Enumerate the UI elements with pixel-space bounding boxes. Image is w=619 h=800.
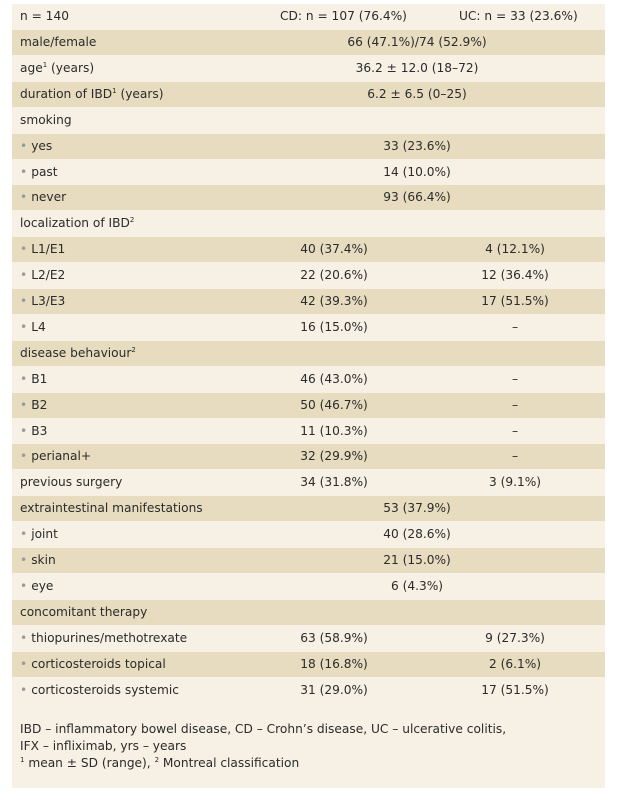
bullet-icon: • <box>20 656 28 671</box>
row-label-text: skin <box>31 553 56 567</box>
uc-value: – <box>511 423 519 438</box>
uc-value: – <box>511 449 519 464</box>
row-label <box>20 82 164 107</box>
footnote-superscript: 2 <box>154 756 160 764</box>
table-row <box>12 315 605 340</box>
table-row <box>12 393 605 418</box>
row-label-suffix: (years) <box>47 60 95 75</box>
bullet-icon: • <box>20 527 28 542</box>
row-label <box>20 522 58 547</box>
row-label <box>20 652 166 677</box>
table-row <box>12 82 605 107</box>
table-row <box>12 263 605 288</box>
combined-value: 66 (47.1%)/74 (52.9%) <box>347 35 487 49</box>
table-row <box>12 30 605 55</box>
row-label-text: smoking <box>20 112 72 127</box>
row-label-text: extraintestinal manifestations <box>20 501 203 516</box>
combined-value: 40 (28.6%) <box>383 527 451 542</box>
row-label <box>20 444 91 469</box>
footnote-line <box>20 755 600 772</box>
cd-value: 34 (31.8%) <box>300 475 368 490</box>
footnote-line: IBD – inflammatory bowel disease, CD – Crohn’s disease, UC – ulcerative colitis, <box>20 722 507 736</box>
table-row <box>12 341 605 366</box>
table-container <box>12 4 605 788</box>
cd-value: 18 (16.8%) <box>300 656 368 671</box>
row-label <box>20 496 203 521</box>
bullet-icon: • <box>20 449 28 464</box>
cd-value: 46 (43.0%) <box>300 371 368 386</box>
bullet-icon: • <box>20 682 28 697</box>
bullet-icon: • <box>20 319 28 334</box>
uc-value: – <box>511 319 519 334</box>
combined-value: 14 (10.0%) <box>383 164 451 179</box>
row-label <box>20 341 136 366</box>
row-label-text: concomitant therapy <box>20 604 148 619</box>
row-label <box>20 160 58 185</box>
row-label <box>20 419 47 444</box>
table-row <box>12 367 605 392</box>
row-label-text: previous surgery <box>20 475 123 490</box>
uc-value: 4 (12.1%) <box>485 242 545 257</box>
footnote-line: IFX – infliximab, yrs – years <box>20 739 187 753</box>
row-label-text: B2 <box>31 397 48 412</box>
bullet-icon: • <box>20 630 28 645</box>
row-label-text: past <box>31 164 58 179</box>
row-label-text: L1/E1 <box>31 242 66 257</box>
footnote-superscript: 1 <box>20 756 25 764</box>
cd-value: 63 (58.9%) <box>300 630 368 645</box>
combined-value: 53 (37.9%) <box>383 501 451 516</box>
header-uc: UC: n = 33 (23.6%) <box>459 9 578 23</box>
row-label-text: yes <box>31 138 53 153</box>
table-row <box>12 108 605 133</box>
combined-value: 93 (66.4%) <box>383 190 451 205</box>
table-row <box>12 237 605 262</box>
bullet-icon: • <box>20 294 28 308</box>
table-row <box>12 678 605 703</box>
cd-value: 32 (29.9%) <box>300 449 368 464</box>
table-header <box>12 4 605 29</box>
row-label <box>20 367 47 392</box>
bullet-icon: • <box>20 190 28 205</box>
combined-value: 6 (4.3%) <box>390 578 444 593</box>
table-row <box>12 522 605 547</box>
row-label-text: age <box>20 60 43 75</box>
uc-value: 2 (6.1%) <box>488 656 542 671</box>
combined-value: 36.2 ± 12.0 (18–72) <box>355 60 479 75</box>
row-label <box>20 548 56 573</box>
footnote-marker: 2 <box>131 345 136 354</box>
uc-value: – <box>511 397 519 412</box>
combined-value: 33 (23.6%) <box>383 138 451 153</box>
table-row <box>12 444 605 469</box>
row-label-text: disease behaviour <box>20 345 132 360</box>
uc-value: 17 (51.5%) <box>481 682 549 697</box>
row-label-text: perianal+ <box>31 449 92 464</box>
row-label <box>20 263 65 288</box>
row-label-text: L3/E3 <box>31 294 66 308</box>
row-label-text: duration of IBD <box>20 86 113 101</box>
bullet-icon: • <box>20 578 28 593</box>
cd-value: 22 (20.6%) <box>300 268 368 283</box>
cd-value: 11 (10.3%) <box>300 423 368 438</box>
footnote-marker: 2 <box>129 216 135 225</box>
bullet-icon: • <box>20 423 28 438</box>
uc-value: 9 (27.3%) <box>485 630 545 645</box>
bullet-icon: • <box>20 397 28 412</box>
table-row <box>12 211 605 236</box>
bullet-icon: • <box>20 553 28 567</box>
row-label-text: B3 <box>31 423 48 438</box>
header-n: n = 140 <box>20 9 69 23</box>
row-label <box>20 237 65 262</box>
table-row <box>12 548 605 573</box>
table-row <box>12 160 605 185</box>
cd-value: 50 (46.7%) <box>300 397 368 412</box>
row-label <box>20 108 72 133</box>
combined-value: 6.2 ± 6.5 (0–25) <box>367 86 467 101</box>
row-label <box>20 56 94 81</box>
header-cd: CD: n = 107 (76.4%) <box>280 9 407 23</box>
uc-value: 3 (9.1%) <box>488 475 542 490</box>
table-row <box>12 134 605 159</box>
bullet-icon: • <box>20 242 28 257</box>
row-label-text: L4 <box>31 319 46 334</box>
bullet-icon: • <box>20 138 28 153</box>
cd-value: 40 (37.4%) <box>300 242 368 257</box>
row-label-text: joint <box>31 527 58 542</box>
cd-value: 16 (15.0%) <box>300 319 368 334</box>
table-row <box>12 652 605 677</box>
bullet-icon: • <box>20 268 28 283</box>
footnote-marker: 1 <box>42 60 48 69</box>
combined-value: 21 (15.0%) <box>383 553 451 567</box>
footnote-text: Montreal classification <box>159 756 300 770</box>
table-row <box>12 600 605 625</box>
table-row <box>12 470 605 495</box>
footnote-text: mean ± SD (range), <box>24 756 155 770</box>
row-label <box>20 600 147 625</box>
footnote-marker: 1 <box>112 86 117 95</box>
table-row <box>12 289 605 314</box>
table-row <box>12 419 605 444</box>
row-label <box>20 289 65 314</box>
row-label-text: L2/E2 <box>31 268 66 283</box>
uc-value: 12 (36.4%) <box>481 268 549 283</box>
uc-value: – <box>511 371 519 386</box>
row-label <box>20 393 47 418</box>
bullet-icon: • <box>20 164 28 179</box>
row-label-text: corticosteroids systemic <box>31 682 180 697</box>
row-label-text: corticosteroids topical <box>31 656 166 671</box>
table-row <box>12 574 605 599</box>
row-label-text: localization of IBD <box>20 216 130 231</box>
table-row <box>12 626 605 651</box>
row-label <box>20 470 122 495</box>
cd-value: 42 (39.3%) <box>300 294 368 308</box>
row-label <box>20 626 187 651</box>
row-label <box>20 315 46 340</box>
uc-value: 17 (51.5%) <box>481 294 549 308</box>
row-label <box>20 134 52 159</box>
table-row <box>12 496 605 521</box>
table-row <box>12 185 605 210</box>
table-row <box>12 56 605 81</box>
row-label <box>20 30 96 55</box>
row-label <box>20 211 134 236</box>
row-label-text: thiopurines/methotrexate <box>31 630 188 645</box>
row-label <box>20 574 53 599</box>
row-label <box>20 678 179 703</box>
cd-value: 31 (29.0%) <box>300 682 368 697</box>
row-label-suffix: (years) <box>116 86 164 101</box>
row-label-text: B1 <box>31 371 48 386</box>
row-label-text: never <box>31 190 67 205</box>
table-footnote <box>20 721 600 772</box>
row-label-text: eye <box>31 578 54 593</box>
row-label <box>20 185 66 210</box>
row-label-text: male/female <box>20 35 97 49</box>
bullet-icon: • <box>20 371 28 386</box>
